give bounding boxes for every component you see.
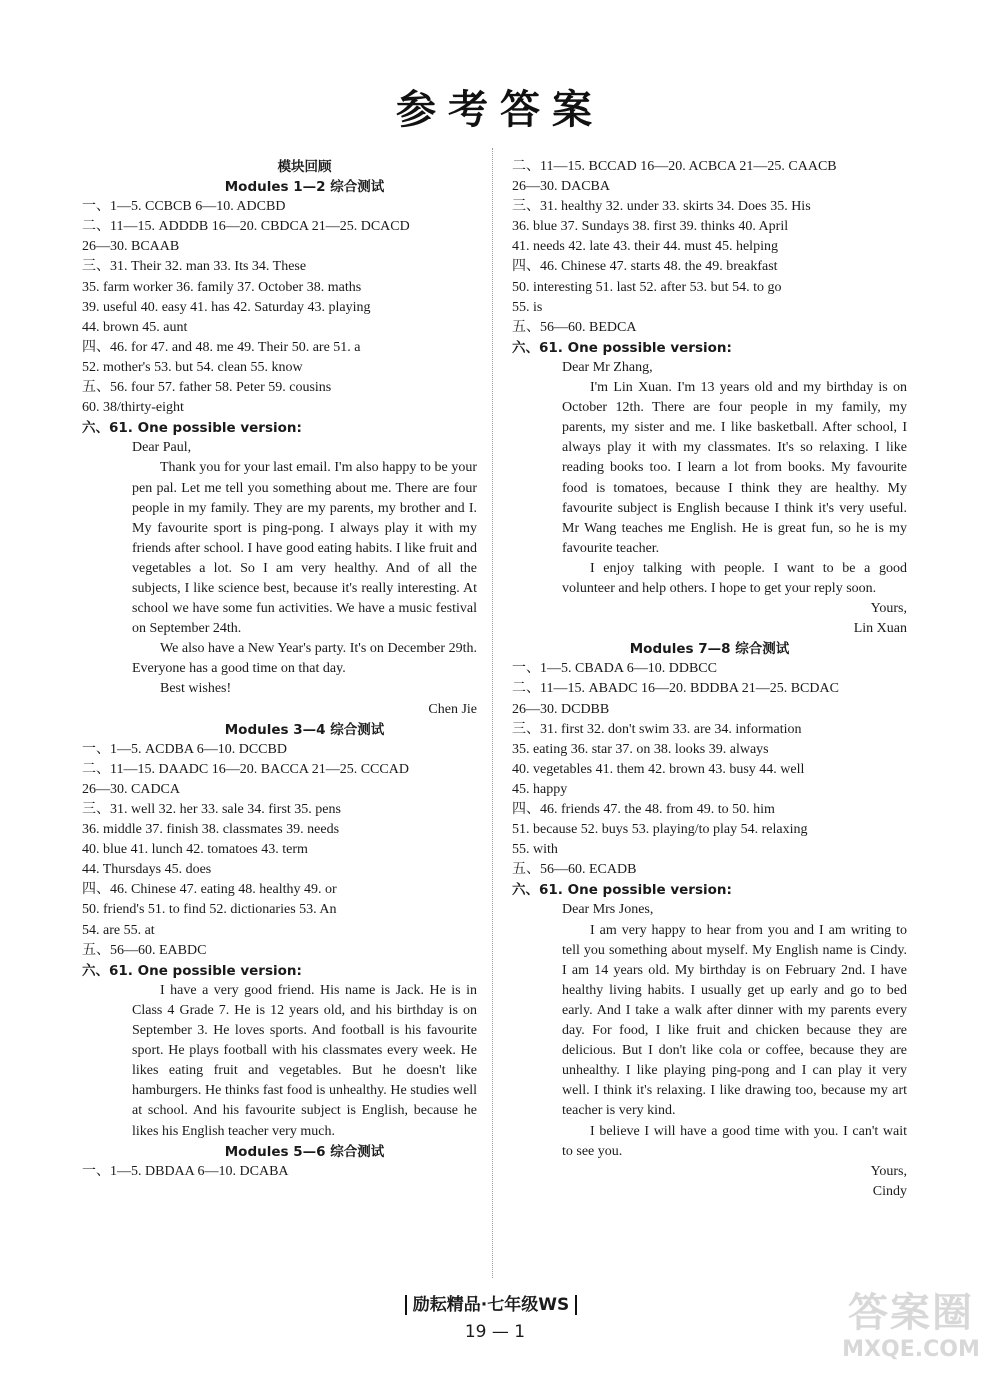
modules-5-6-answers [82,1162,477,1182]
answer-line: 55. with [512,842,558,858]
answer-line: 40. blue 41. lunch 42. tomatoes 43. term [82,842,308,858]
letter-signature: Cindy [872,1183,907,1199]
writing-version-label: 六、61. One possible version: [512,882,732,899]
letter-signature: Lin Xuan [853,621,907,637]
section-heading: 模块回顾 [277,159,332,175]
sample-letter [512,900,907,1201]
answer-line: 35. eating 36. star 37. on 38. looks 39. always [512,741,769,757]
letter-salutation: Dear Mr Zhang, [562,359,653,375]
letter-closing: Yours, [870,601,907,617]
answer-line: 52. mother's 53. but 54. clean 55. know [82,359,303,375]
answer-line: 四、46. Chinese 47. eating 48. healthy 49. or [82,882,337,898]
answer-line: 26—30. DACBA [512,179,611,195]
answer-line: 35. farm worker 36. family 37. October 38. maths [82,279,362,295]
modules-1-2-heading: Modules 1—2 综合测试 [224,179,385,196]
answer-line: 二、11—15. ADDDB 16—20. CBDCA 21—25. DCACD [82,219,410,235]
right-column [512,157,907,1202]
watermark-url: MXQE.COM [842,1337,980,1362]
answer-line: 36. blue 37. Sundays 38. first 39. thinks 40. April [512,219,789,235]
letter-salutation: Dear Mrs Jones, [562,902,654,918]
answer-line: 一、1—5. DBDAA 6—10. DCABA [82,1163,289,1179]
column-divider [492,148,493,1278]
letter-paragraph: Best wishes! [160,681,232,697]
answer-line: 二、11—15. DAADC 16—20. BACCA 21—25. CCCAD [82,761,409,777]
modules-5-6-heading: Modules 5—6 综合测试 [224,1143,385,1160]
answer-line: 三、31. Their 32. man 33. Its 34. These [82,259,307,275]
answer-line: 44. Thursdays 45. does [82,862,212,878]
modules-1-2-answers [82,197,477,438]
answer-line: 39. useful 40. easy 41. has 42. Saturday 43. playing [82,299,371,315]
watermark-text: 答案圈 [848,1290,974,1336]
answer-line: 三、31. healthy 32. under 33. skirts 34. Does 35. His [512,199,811,215]
watermark-logo [826,1290,996,1378]
answer-line: 五、56. four 57. father 58. Peter 59. cousins [82,380,332,396]
sample-letter [512,358,907,639]
answer-line: 二、11—15. ABADC 16—20. BDDBA 21—25. BCDAC [512,681,839,697]
modules-5-6-answers-continued [512,157,907,358]
letter-paragraph: I'm Lin Xuan. I'm 13 years old and my birthday is on October 12th. There are four people in my family, my parents, my sister and me. I like basketball. After school, I always play it with my classmates. It's so relaxing. I like reading books too. I learn a lot from books. My favourite food is tomatoes, because I think they are healthy. My favourite subject is English because I think it's very useful. Mr Wang teaches me English. He is great fun, so he is my favourite teacher. [562,380,907,556]
answer-line: 60. 38/thirty-eight [82,400,184,416]
modules-3-4-heading: Modules 3—4 综合测试 [224,721,385,738]
sample-letter [132,438,477,719]
page-title: 参考答案 [396,86,604,133]
answer-line: 54. are 55. at [82,922,155,938]
answer-line: 50. friend's 51. to find 52. dictionaries 53. An [82,902,337,918]
writing-version-label: 六、61. One possible version: [82,962,302,979]
answer-line: 五、56—60. EABDC [82,942,207,958]
answer-line: 45. happy [512,781,568,797]
answer-line: 三、31. first 32. don't swim 33. are 34. information [512,721,802,737]
answer-line: 26—30. BCAAB [82,239,180,255]
letter-signature: Chen Jie [428,701,477,717]
letter-closing: Yours, [870,1163,907,1179]
answer-line: 四、46. friends 47. the 48. from 49. to 50. him [512,802,775,817]
answer-line: 一、1—5. ACDBA 6—10. DCCBD [82,741,287,757]
answer-line: 26—30. CADCA [82,781,181,797]
letter-paragraph: I believe I will have a good time with you. I can't wait to see you. [562,1123,907,1159]
answer-line: 50. interesting 51. last 52. after 53. but 54. to go [512,279,782,295]
letter-paragraph: Thank you for your last email. I'm also happy to be your pen pal. Let me tell you something about me. There are four people in my family. They are my parents, my brother and I. My favourite sport is ping-pong. I always play it with my friends after school. I have good eating habits. I like fruit and vegetables a lot. So I am very healthy. And of all the subjects, I like science best, because it's really interesting. At school we have some fun activities. We have a music festival on September 24th. [132,460,477,637]
modules-7-8-answers [512,659,907,900]
letter-paragraph: I am very happy to hear from you and I am writing to tell you something about myself. My English name is Cindy. I am 14 years old. My birthday is on February 2nd. I have healthy living habits. I usually get up early and go to bed early. And I take a walk after dinner with my parents every day. For food, I like fruit and chicken because they are delicious. But I don't like cola or coffee, because they are unhealthy. I like playing ping-pong and I can play it very well. I think it's relaxing. I like drawing too, because my art teacher is very kind. [562,922,907,1119]
left-column [82,157,477,1182]
answer-line: 五、56—60. BEDCA [512,319,637,335]
answer-line: 二、11—15. BCCAD 16—20. ACBCA 21—25. CAACB [512,159,837,174]
answer-line: 26—30. DCDBB [512,701,610,717]
answer-line: 36. middle 37. finish 38. classmates 39. needs [82,822,340,838]
modules-7-8-heading: Modules 7—8 综合测试 [629,641,790,658]
answer-line: 一、1—5. CBADA 6—10. DDBCC [512,661,717,677]
answer-line: 一、1—5. CCBCB 6—10. ADCBD [82,199,286,215]
answer-line: 51. because 52. buys 53. playing/to play 54. relaxing [512,822,808,838]
answer-line: 三、31. well 32. her 33. sale 34. first 35. pens [82,802,341,817]
answer-line: 40. vegetables 41. them 42. brown 43. busy 44. well [512,761,805,777]
footer-brand: 励耘精品·七年级WS [405,1295,577,1315]
modules-3-4-answers [82,740,477,981]
answer-line: 五、56—60. ECADB [512,862,637,878]
answer-line: 41. needs 42. late 43. their 44. must 45. helping [512,239,778,255]
letter-paragraph: We also have a New Year's party. It's on December 29th. Everyone has a good time on that day. [132,641,477,677]
writing-version-label: 六、61. One possible version: [82,420,302,437]
letter-paragraph: I enjoy talking with people. I want to be a good volunteer and help others. I hope to get your reply soon. [562,560,907,596]
page-number: 19 — 1 [464,1322,526,1342]
answer-line: 55. is [512,299,543,315]
answer-line: 44. brown 45. aunt [82,319,188,335]
letter-salutation: Dear Paul, [132,440,192,456]
essay-paragraph: I have a very good friend. His name is Jack. He is in Class 4 Grade 7. He is 12 years old, and his birthday is on September 3. He loves sports. And football is his favourite sport. He plays football with his classmates every week. He likes eating fruit and vegetables. But he doesn't like hamburgers. He thinks fast food is unhealthy. He studies well at school. And his favourite subject is English, because he likes his English teacher very much. [132,982,477,1139]
answer-line: 四、46. for 47. and 48. me 49. Their 50. are 51. a [82,339,361,355]
footer-brand-bar [396,1290,586,1320]
sample-essay [132,981,477,1142]
writing-version-label: 六、61. One possible version: [512,339,732,356]
answer-line: 四、46. Chinese 47. starts 48. the 49. breakfast [512,259,778,275]
